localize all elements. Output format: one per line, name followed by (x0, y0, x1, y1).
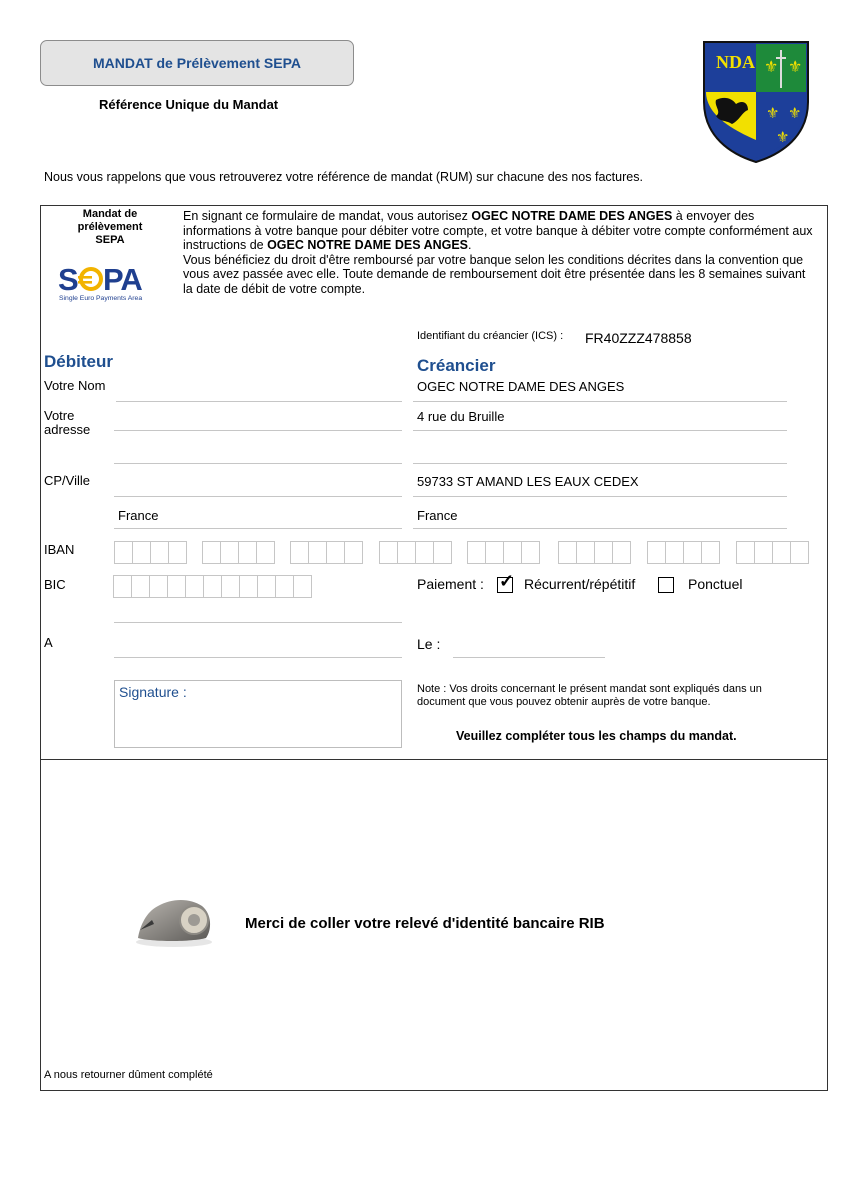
svg-text:⚜: ⚜ (788, 105, 802, 122)
sepa-logo-subtitle: Single Euro Payments Area (59, 295, 143, 302)
check-mark-icon: ✓ (499, 571, 515, 591)
rum-label: Référence Unique du Mandat (99, 97, 279, 112)
tape-dispenser-icon (132, 890, 216, 950)
creditor-title: Créancier (417, 356, 496, 375)
iban-group-2[interactable] (202, 541, 274, 564)
crest-letters: NDA (716, 52, 755, 72)
crest-logo (702, 40, 810, 164)
ponctuel-checkbox[interactable] (658, 577, 674, 593)
iban-group-6[interactable] (558, 541, 630, 564)
city-input-line[interactable] (114, 496, 402, 497)
return-instruction: A nous retourner dûment complété (44, 1069, 213, 1081)
bic-label: BIC (44, 577, 66, 592)
debtor-title: Débiteur (44, 352, 113, 371)
recurrent-label: Récurrent/répétitif (524, 576, 636, 592)
date-label: Le : (417, 636, 441, 652)
bic-cells[interactable] (113, 575, 311, 598)
refund-rights-text: Vous bénéficiez du droit d'être remboursé par votre banque selon les conditions décrites dans la convention que vous avez passée avec elle. Toute demande de remboursement doit être présentée dans les 8 semaines suivant la date de débit de votre compte. (183, 252, 806, 296)
ponctuel-label: Ponctuel (688, 576, 743, 592)
name-label: Votre Nom (44, 378, 106, 393)
name-input-line[interactable] (116, 401, 402, 402)
payment-label: Paiement : (417, 576, 484, 592)
place-label: A (44, 635, 53, 650)
rib-message: Merci de coller votre relevé d'identité bancaire RIB (245, 915, 605, 932)
mandate-heading: Mandat de prélèvement SEPA (77, 208, 143, 246)
creditor-city: 59733 ST AMAND LES EAUX CEDEX (417, 474, 639, 489)
iban-group-3[interactable] (290, 541, 362, 564)
signature-label: Signature : (119, 684, 187, 700)
iban-label: IBAN (44, 542, 75, 557)
iban-group-4[interactable] (379, 541, 451, 564)
city-label: CP/Ville (44, 473, 91, 488)
ics-label: Identifiant du créancier (ICS) : (417, 330, 564, 342)
iban-group-5[interactable] (467, 541, 539, 564)
mandate-intro: En signant ce formulaire de mandat, vous autorisez OGEC NOTRE DAME DES ANGES à envoyer des informations à votre banque pour débiter votre compte, et votre banque à débiter votre compte conformément aux instructions de OGEC NOTRE DAME DES ANGES. Vous bénéficiez du droit d'être remboursé par votre banque selon les conditions décrites dans la convention que vous avez passée avec elle. Toute demande de remboursement doit être présentée dans les 8 semaines suivant la date de débit de votre compte. (183, 209, 813, 296)
creditor-name-line (413, 401, 787, 402)
ics-value: FR40ZZZ478858 (585, 330, 692, 346)
date-input-line[interactable] (453, 657, 605, 658)
bic-extra-line[interactable] (114, 622, 402, 623)
creditor-address-line-1 (413, 430, 787, 431)
iban-group-8[interactable] (736, 541, 808, 564)
form-title: MANDAT de Prélèvement SEPA (93, 55, 301, 71)
country-input-line[interactable] (114, 528, 402, 529)
creditor-name: OGEC NOTRE DAME DES ANGES (417, 379, 625, 394)
form-title-box (40, 40, 354, 86)
debtor-country: France (118, 508, 159, 523)
creditor-address-line-2 (413, 463, 787, 464)
creditor-country: France (417, 508, 458, 523)
svg-text:⚜: ⚜ (776, 129, 790, 146)
creditor-country-line (413, 528, 787, 529)
svg-text:⚜: ⚜ (788, 59, 803, 76)
rights-note: Note : Vos droits concernant le présent mandat sont expliqués dans un document que vous pouvez obtenir auprès de votre banque. (417, 683, 762, 708)
creditor-name-bold-2: OGEC NOTRE DAME DES ANGES (267, 238, 469, 253)
creditor-address: 4 rue du Bruille (417, 409, 505, 424)
address-input-line-1[interactable] (114, 430, 402, 431)
svg-text:S: S (58, 262, 78, 297)
svg-text:⚜: ⚜ (766, 105, 780, 122)
address-label: Votre adresse (44, 408, 91, 437)
complete-notice: Veuillez compléter tous les champs du mandat. (456, 729, 737, 743)
creditor-name-bold: OGEC NOTRE DAME DES ANGES (471, 209, 673, 223)
svg-text:⚜: ⚜ (764, 59, 779, 76)
svg-text:PA: PA (103, 262, 142, 297)
rum-reminder: Nous vous rappelons que vous retrouverez votre référence de mandat (RUM) sur chacune des nos factures. (44, 170, 643, 184)
address-input-line-2[interactable] (114, 463, 402, 464)
iban-group-7[interactable] (647, 541, 719, 564)
place-input-line[interactable] (114, 657, 402, 658)
sepa-logo (56, 262, 156, 302)
creditor-city-line (413, 496, 787, 497)
iban-group-1[interactable] (114, 541, 186, 564)
recurrent-checkbox[interactable] (497, 571, 515, 593)
